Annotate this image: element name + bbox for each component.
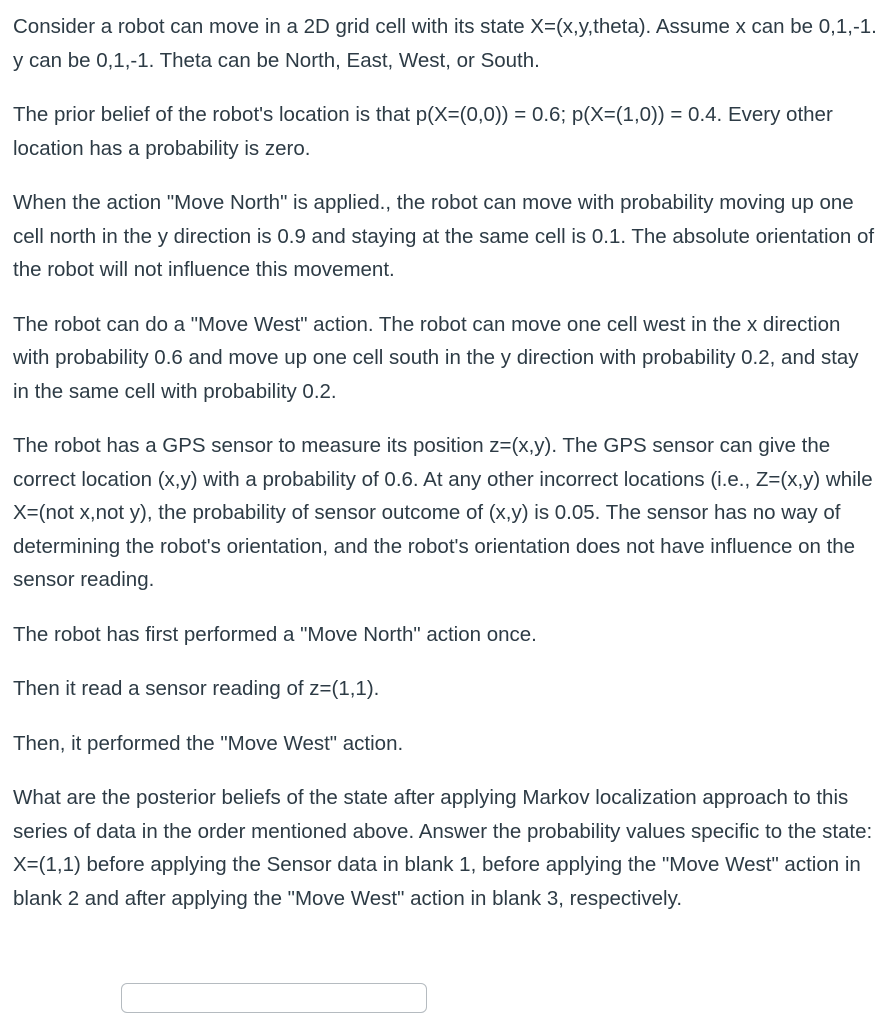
paragraph-question: What are the posterior beliefs of the state after applying Markov localization approach to this series of data in the order mentioned above. Answer the probability values specific to the state: X=(1,1) before applying the Sensor data in blank 1, before applying the "Move West" action in blank 2 and after applying the "Move West" action in blank 3, respectively. bbox=[13, 786, 873, 910]
paragraph-state-definition: Consider a robot can move in a 2D grid cell with its state X=(x,y,theta). Assume x can be 0,1,-1. y can be 0,1,-1. Theta can be North, East, West, or South. bbox=[13, 15, 877, 72]
paragraph-move-west: The robot can do a "Move West" action. The robot can move one cell west in the x direction with probability 0.6 and move up one cell south in the y direction with probability 0.2, and stay in the same cell with probability 0.2. bbox=[13, 312, 859, 403]
paragraph-sensor-reading: Then it read a sensor reading of z=(1,1). bbox=[13, 677, 380, 700]
paragraph-first-action: The robot has first performed a "Move North" action once. bbox=[13, 622, 537, 646]
paragraph-prior-belief: The prior belief of the robot's location is that p(X=(0,0)) = 0.6; p(X=(1,0)) = 0.4. Every other location has a probability is zero. bbox=[13, 103, 833, 160]
paragraph-second-action: Then, it performed the "Move West" action. bbox=[13, 731, 404, 755]
question-text bbox=[13, 10, 879, 936]
paragraph-move-north: When the action "Move North" is applied., the robot can move with probability moving up one cell north in the y direction is 0.9 and staying at the same cell is 0.1. The absolute orientation of the robot will not influence this movement. bbox=[13, 191, 875, 281]
blank-1-answer-input[interactable] bbox=[121, 983, 427, 1013]
paragraph-gps-sensor: The robot has a GPS sensor to measure its position z=(x,y). The GPS sensor can give the correct location (x,y) with a probability of 0.6. At any other incorrect locations (i.e., Z=(x,y) while X=(not x,not y), the probability of sensor outcome of (x,y) is 0.05. The sensor has no way of determining the robot's orientation, and the robot's orientation does not have influence on the sensor reading. bbox=[13, 434, 873, 591]
